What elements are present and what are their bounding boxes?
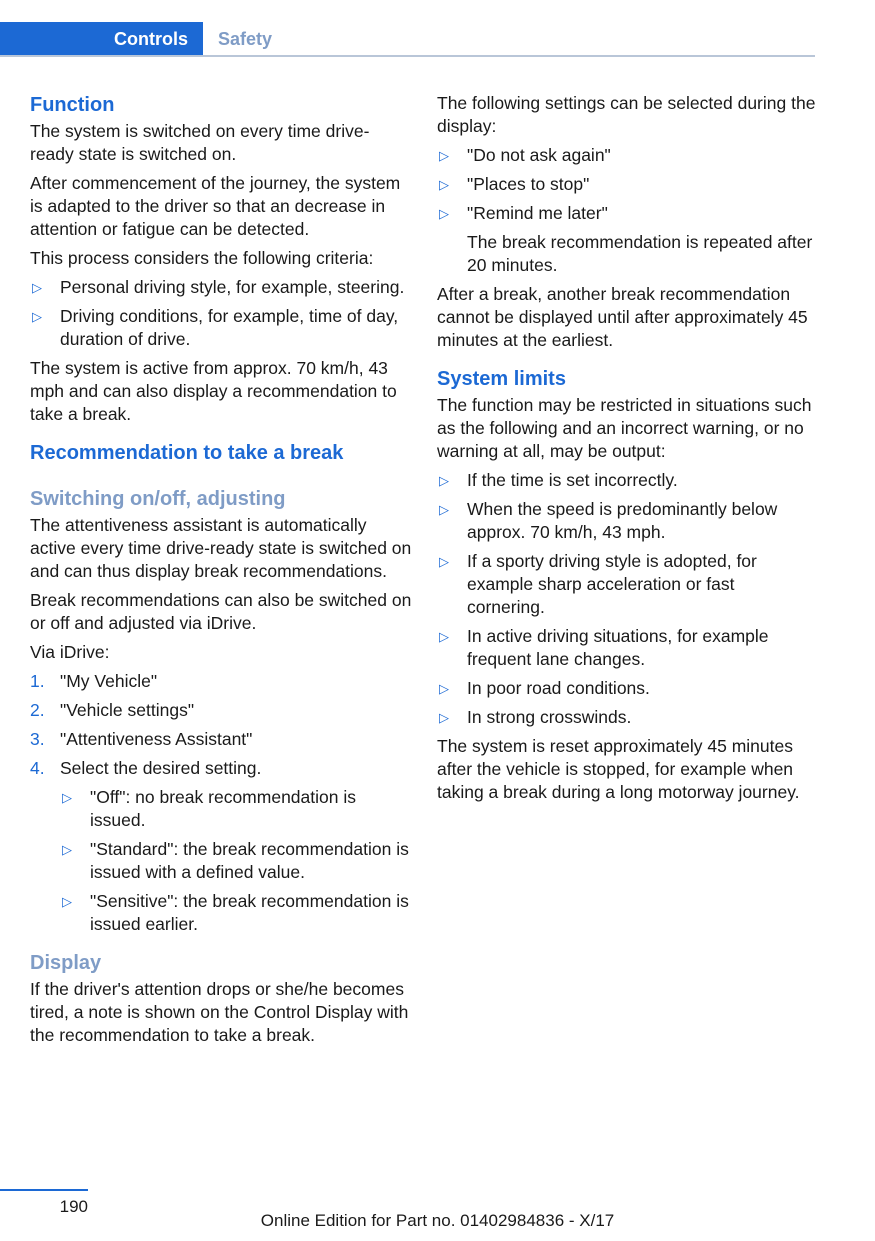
paragraph: If the driver's attention drops or she/he becomes tired, a note is shown on the Control Display with the recommendation to take a break. [30, 979, 409, 1045]
triangle-bullet-icon: ▷ [62, 842, 72, 857]
step-item: 4. Select the desired setting. ▷ "Off": no break recommendation is issued. ▷ "Standard": the break recommendation is issued with a defined value. ▷ "Sensitive": the break recommendation is issued earlier. [30, 757, 412, 936]
criteria-list [30, 276, 412, 351]
triangle-bullet-icon: ▷ [439, 681, 449, 696]
display-options-list [437, 144, 817, 277]
triangle-bullet-icon: ▷ [439, 206, 449, 221]
heading-switching: Switching on/off, adjusting [30, 488, 286, 510]
list-item: ▷ If the time is set incorrectly. [439, 470, 678, 490]
remind-note: The break recommendation is repeated after 20 minutes. [467, 232, 813, 275]
paragraph: Break recommendations can also be switched on or off and adjusted via iDrive. [30, 590, 412, 633]
heading-recommendation: Recommendation to take a break [30, 442, 344, 464]
footer-divider [0, 1189, 88, 1191]
list-item: ▷ "Sensitive": the break recommendation is issued earlier. [62, 891, 409, 934]
header-divider [0, 55, 815, 57]
triangle-bullet-icon: ▷ [32, 280, 42, 295]
list-item: ▷ In strong crosswinds. [439, 707, 632, 727]
page-header [0, 22, 815, 56]
list-item: ▷ When the speed is predominantly below approx. 70 km/h, 43 mph. [439, 499, 778, 542]
triangle-bullet-icon: ▷ [439, 554, 449, 569]
triangle-bullet-icon: ▷ [439, 502, 449, 517]
step-item: 2. "Vehicle settings" [30, 700, 195, 720]
list-item: ▷ "Do not ask again" [439, 145, 611, 165]
paragraph: The attentiveness assistant is automatically active every time drive-ready state is switched on and can thus display break recommendations. [30, 515, 412, 581]
paragraph: The system is reset approximately 45 minutes after the vehicle is stopped, for example when taking a break during a long motorway journey. [437, 736, 800, 802]
heading-system-limits: System limits [437, 368, 566, 390]
idrive-steps [30, 670, 412, 936]
limits-list [437, 469, 817, 729]
paragraph: The system is switched on every time drive-ready state is switched on. [30, 121, 370, 164]
list-item: ▷ "Remind me later" The break recommendation is repeated after 20 minutes. [437, 202, 817, 277]
settings-list [60, 786, 412, 936]
section-tab-safety[interactable]: Safety [218, 29, 273, 49]
list-item: ▷ In active driving situations, for example frequent lane changes. [439, 626, 769, 669]
edition-note: Online Edition for Part no. 01402984836 - X/17 [260, 1211, 615, 1230]
triangle-bullet-icon: ▷ [439, 710, 449, 725]
triangle-bullet-icon: ▷ [439, 473, 449, 488]
paragraph: After commencement of the journey, the system is adapted to the driver so that an decrease in attention or fatigue can be detected. [30, 173, 401, 239]
heading-display: Display [30, 952, 102, 974]
list-item: ▷ "Places to stop" [439, 174, 590, 194]
list-item: ▷ "Standard": the break recommendation is issued with a defined value. [62, 839, 409, 882]
section-tab-controls[interactable]: Controls [0, 22, 203, 57]
triangle-bullet-icon: ▷ [439, 148, 449, 163]
heading-function: Function [30, 94, 115, 116]
paragraph: The system is active from approx. 70 km/h, 43 mph and can also display a recommendation to take a break. [30, 358, 397, 424]
list-item: ▷ "Off": no break recommendation is issued. [62, 787, 356, 830]
triangle-bullet-icon: ▷ [62, 894, 72, 909]
page-number: 190 [59, 1197, 88, 1216]
step-item: 1. "My Vehicle" [30, 671, 158, 691]
paragraph: The following settings can be selected during the display: [437, 93, 816, 136]
paragraph: The function may be restricted in situations such as the following and an incorrect warning, or no warning at all, may be output: [437, 395, 812, 461]
triangle-bullet-icon: ▷ [439, 629, 449, 644]
triangle-bullet-icon: ▷ [32, 309, 42, 324]
list-item: ▷ Driving conditions, for example, time of day, duration of drive. [32, 306, 399, 349]
triangle-bullet-icon: ▷ [62, 790, 72, 805]
right-column [437, 92, 817, 810]
triangle-bullet-icon: ▷ [439, 177, 449, 192]
paragraph: This process considers the following criteria: [30, 248, 374, 268]
paragraph: Via iDrive: [30, 642, 110, 662]
step-item: 3. "Attentiveness Assistant" [30, 729, 253, 749]
left-column [30, 92, 412, 1053]
paragraph: After a break, another break recommendation cannot be displayed until after approximately 45 minutes at the earliest. [437, 284, 808, 350]
list-item: ▷ In poor road conditions. [439, 678, 650, 698]
list-item: ▷ Personal driving style, for example, steering. [32, 277, 405, 297]
list-item: ▷ If a sporty driving style is adopted, for example sharp acceleration or fast cornering. [439, 551, 757, 617]
